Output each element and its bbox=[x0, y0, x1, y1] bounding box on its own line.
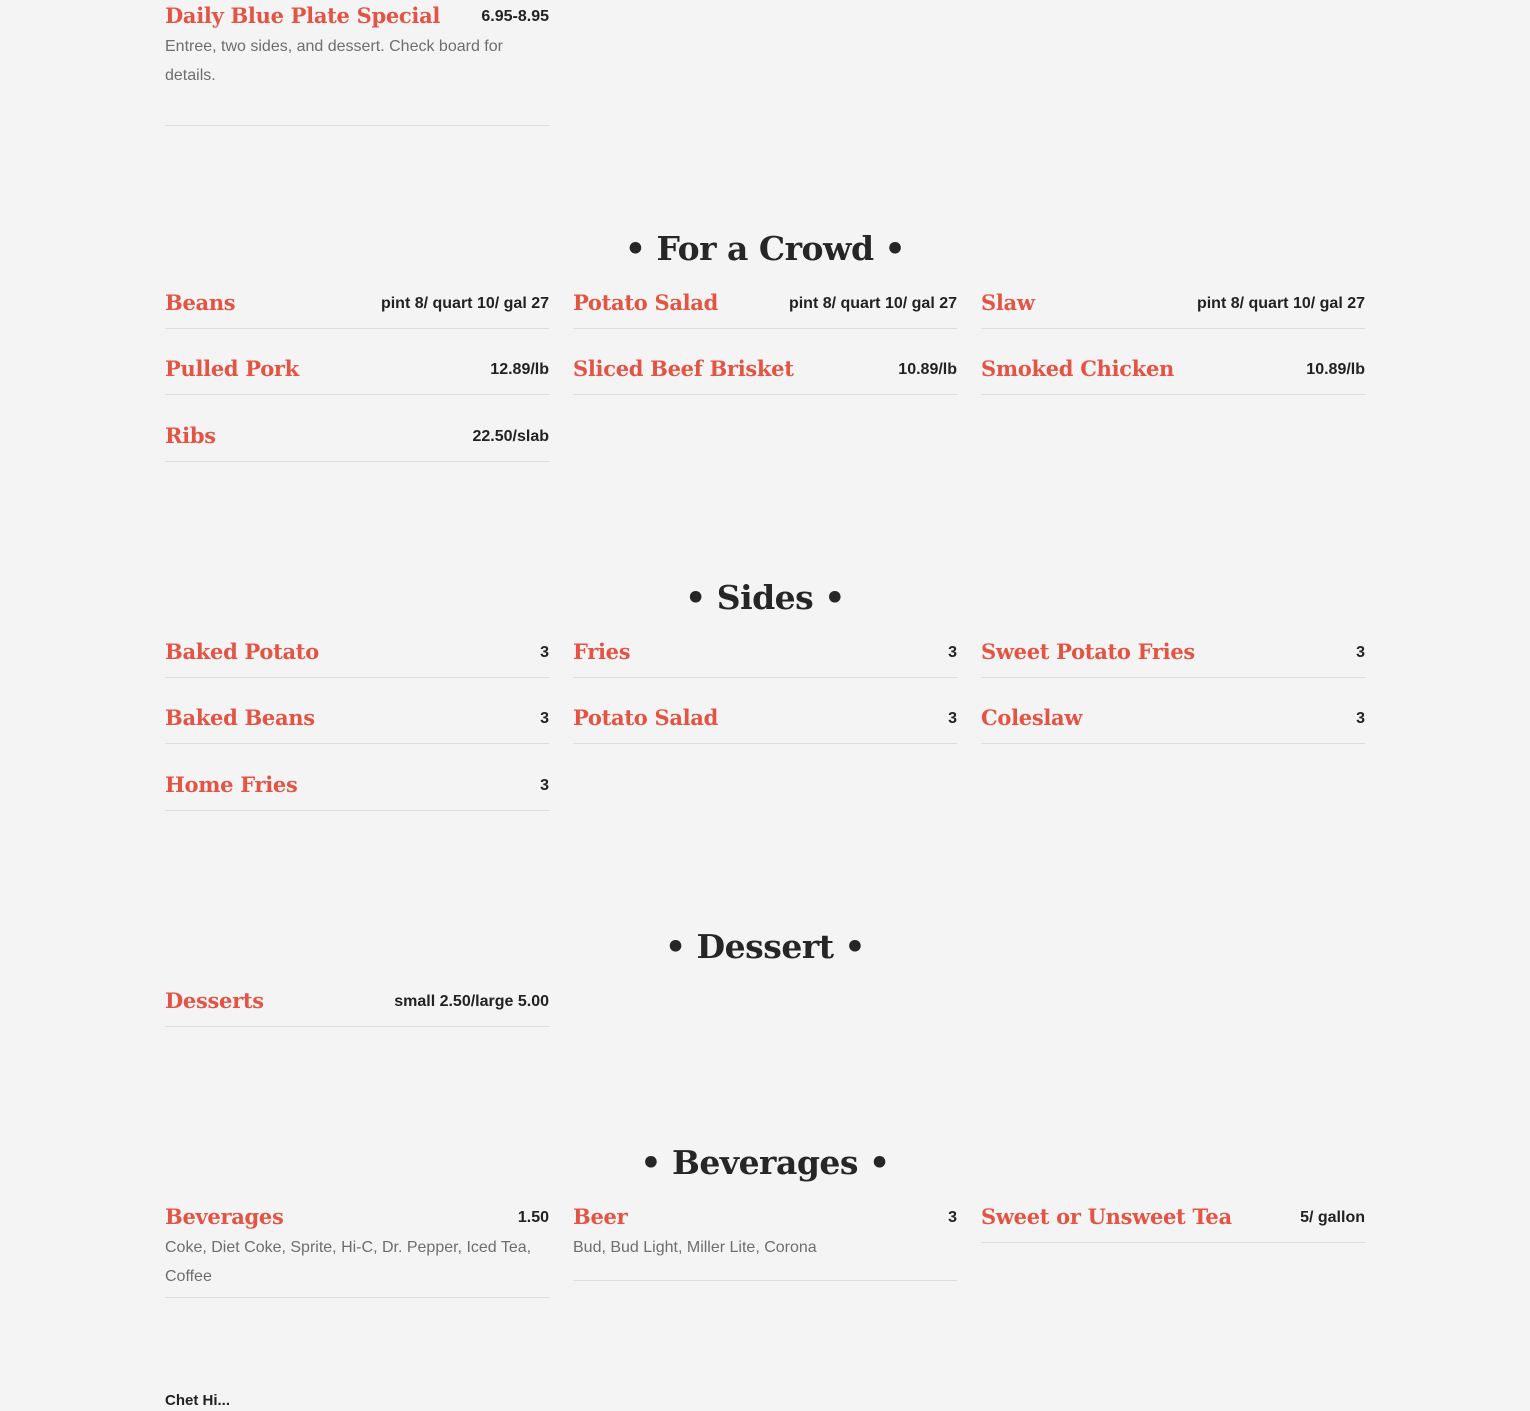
item-name: Ribs bbox=[165, 423, 216, 448]
item-name: Fries bbox=[573, 639, 631, 664]
item-price: pint 8/ quart 10/ gal 27 bbox=[1196, 295, 1365, 312]
menu-item-beer bbox=[573, 1201, 957, 1281]
item-price: 3 bbox=[540, 777, 549, 794]
menu-item-baked-beans bbox=[165, 702, 549, 744]
item-price: 6.95-8.95 bbox=[481, 8, 549, 25]
item-price: pint 8/ quart 10/ gal 27 bbox=[380, 295, 549, 312]
item-price: 1.50 bbox=[517, 1209, 549, 1226]
item-name: Sweet Potato Fries bbox=[981, 639, 1195, 664]
menu-item-sweet-or-unsweet-tea bbox=[981, 1201, 1365, 1243]
menu-item-slaw bbox=[981, 287, 1365, 329]
section-title-sides: • Sides • bbox=[685, 578, 845, 617]
item-name: Beans bbox=[165, 290, 236, 315]
menu-item-pulled-pork bbox=[165, 353, 549, 395]
item-price: 3 bbox=[540, 644, 549, 661]
menu-item-home-fries bbox=[165, 769, 549, 811]
section-title-dessert: • Dessert • bbox=[664, 927, 866, 966]
menu-item-beverages bbox=[165, 1201, 549, 1298]
menu-item-smoked-chicken bbox=[981, 353, 1365, 395]
item-price: small 2.50/large 5.00 bbox=[394, 993, 549, 1010]
menu-item-fries bbox=[573, 636, 957, 678]
item-name: Sweet or Unsweet Tea bbox=[981, 1204, 1232, 1229]
section-title-for-a-crowd: • For a Crowd • bbox=[624, 229, 906, 268]
footer-heading-clipped: Chet Hi... bbox=[165, 1392, 231, 1409]
item-description: Coke, Diet Coke, Sprite, Hi-C, Dr. Pepper, Iced Tea, Coffee bbox=[165, 1239, 532, 1285]
item-price: 3 bbox=[1356, 710, 1365, 727]
item-price: 10.89/lb bbox=[898, 361, 957, 378]
item-price: 3 bbox=[948, 1209, 957, 1226]
item-name: Baked Beans bbox=[165, 705, 315, 730]
item-name: Daily Blue Plate Special bbox=[165, 3, 441, 28]
item-price: 22.50/slab bbox=[472, 428, 549, 445]
menu-item-coleslaw bbox=[981, 702, 1365, 744]
item-price: 3 bbox=[1356, 644, 1365, 661]
item-name: Sliced Beef Brisket bbox=[573, 356, 794, 381]
item-name: Beverages bbox=[165, 1204, 284, 1229]
menu-item-potato-salad-side bbox=[573, 702, 957, 744]
menu-item-baked-potato bbox=[165, 636, 549, 678]
item-price: 5/ gallon bbox=[1300, 1209, 1365, 1226]
item-price: 3 bbox=[540, 710, 549, 727]
item-name: Home Fries bbox=[165, 772, 298, 797]
item-price: 3 bbox=[948, 644, 957, 661]
item-name: Desserts bbox=[165, 988, 264, 1013]
section-title-beverages: • Beverages • bbox=[640, 1143, 890, 1182]
item-name: Pulled Pork bbox=[165, 356, 299, 381]
menu-item-beans bbox=[165, 287, 549, 329]
item-price: 12.89/lb bbox=[490, 361, 549, 378]
menu-item-desserts bbox=[165, 985, 549, 1027]
menu-item-potato-salad bbox=[573, 287, 957, 329]
item-name: Beer bbox=[573, 1204, 628, 1229]
item-price: pint 8/ quart 10/ gal 27 bbox=[788, 295, 957, 312]
item-name: Potato Salad bbox=[573, 290, 718, 315]
menu-item-sweet-potato-fries bbox=[981, 636, 1365, 678]
item-name: Slaw bbox=[981, 290, 1035, 315]
item-price: 10.89/lb bbox=[1306, 361, 1365, 378]
item-name: Baked Potato bbox=[165, 639, 319, 664]
item-description: Entree, two sides, and dessert. Check board for details. bbox=[165, 38, 503, 84]
item-name: Coleslaw bbox=[981, 705, 1083, 730]
item-description: Bud, Bud Light, Miller Lite, Corona bbox=[573, 1239, 817, 1256]
menu-item-sliced-beef-brisket bbox=[573, 353, 957, 395]
menu-item-daily-special bbox=[165, 0, 549, 126]
menu-item-ribs bbox=[165, 420, 549, 462]
item-price: 3 bbox=[948, 710, 957, 727]
item-name: Potato Salad bbox=[573, 705, 718, 730]
item-name: Smoked Chicken bbox=[981, 356, 1175, 381]
